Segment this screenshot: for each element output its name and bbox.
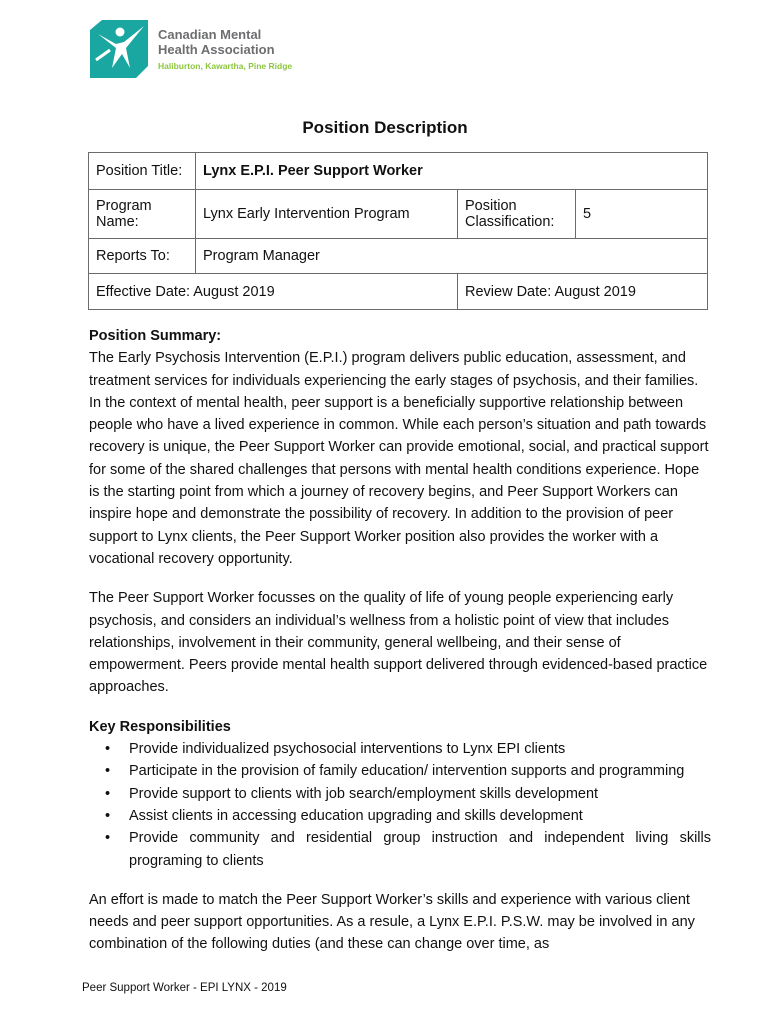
page-title: Position Description xyxy=(302,118,468,137)
cmha-logo-icon xyxy=(90,20,148,78)
list-item: • Provide support to clients with job search/employment skills development xyxy=(129,783,711,805)
page-footer: Peer Support Worker - EPI LYNX - 2019 xyxy=(82,982,287,994)
program-name-label: Program Name: xyxy=(89,190,196,239)
document-body xyxy=(89,325,711,956)
responsibilities-list xyxy=(89,738,711,872)
review-date: Review Date: August 2019 xyxy=(458,274,708,310)
summary-paragraph-1: The Early Psychosis Intervention (E.P.I.) program delivers public education, assessment, and treatment services for individuals experiencing the early stages of psychosis, and their families. In the context of mental health, peer support is a beneficially supportive relationship between people who have a lived experience in common. While each person’s situation and path towards recovery is unique, the Peer Support Worker can provide emotional, social, and practical support for some of the shared challenges that persons with mental health conditions experience. Hope is the starting point from which a journey of recovery begins, and Peer Support Workers can inspire hope and demonstrate the possibility of recovery. In addition to the provision of peer support to Lynx clients, the Peer Support Worker position also provides the worker with a vocational recovery opportunity. xyxy=(89,350,709,567)
classification-value: 5 xyxy=(576,190,708,239)
classification-label: Position Classification: xyxy=(458,190,576,239)
program-name-value: Lynx Early Intervention Program xyxy=(196,190,458,239)
position-title-value: Lynx E.P.I. Peer Support Worker xyxy=(196,153,708,190)
reports-to-label: Reports To: xyxy=(89,239,196,274)
list-item: • Assist clients in accessing education upgrading and skills development xyxy=(129,805,711,827)
org-name-line1: Canadian Mental xyxy=(158,27,262,42)
reports-to-value: Program Manager xyxy=(196,239,708,274)
closing-paragraph: An effort is made to match the Peer Support Worker’s skills and experience with various client needs and peer support opportunities. As a resule, a Lynx E.P.I. P.S.W. may be involved in any combination of the following duties (and these can change over time, as xyxy=(89,891,695,953)
org-region: Haliburton, Kawartha, Pine Ridge xyxy=(158,61,293,71)
cmha-logo xyxy=(90,20,330,82)
org-name-line2: Health Association xyxy=(158,42,275,57)
summary-paragraph-2: The Peer Support Worker focusses on the quality of life of young people experiencing early psychosis, and considers an individual’s wellness from a holistic point of view that includes relationships, involvement in their community, general wellbeing, and their sense of empowerment. Peers provide mental health support delivered through evidenced-based practice approaches. xyxy=(89,590,708,696)
effective-date: Effective Date: August 2019 xyxy=(89,274,458,310)
list-item: • Provide individualized psychosocial interventions to Lynx EPI clients xyxy=(129,738,711,760)
list-item: • Provide community and residential group instruction and independent living skills programing to clients xyxy=(129,827,711,872)
list-item: • Participate in the provision of family education/ intervention supports and programming xyxy=(129,760,711,782)
position-info-table xyxy=(88,152,708,310)
summary-heading: Position Summary: xyxy=(89,328,222,344)
responsibilities-heading: Key Responsibilities xyxy=(89,718,231,735)
position-title-label: Position Title: xyxy=(89,153,196,190)
